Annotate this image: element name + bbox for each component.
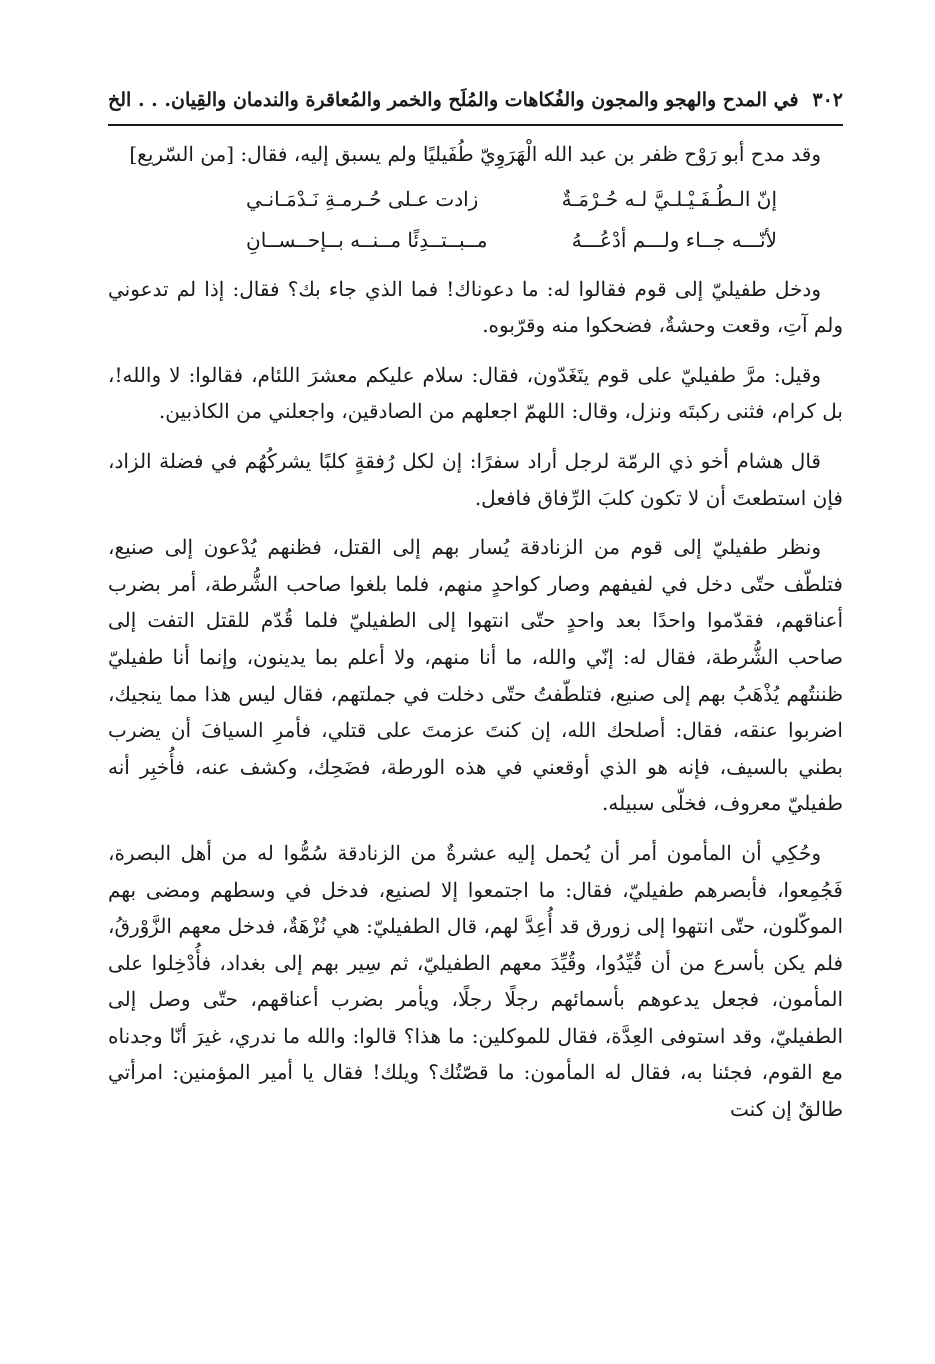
paragraph: وقيل: مرَّ طفيليّ على قوم يتَغَدّون، فقال: سلام عليكم معشرَ اللئام، فقالوا: لا والله!، بل كرام، فثنى ركبتَه ونزل، وقال: اللهمّ اجعلهم من الصادقين، واجعلني من الكاذبين. [108,362,843,424]
header-divider [108,124,843,126]
page-header [108,80,843,120]
paragraph: قال هشام أخو ذي الرمّة لرجل أراد سفرًا: إن لكل رُفقةٍ كلبًا يشركُهُم في فضلة الزاد، فإن استطعتَ أن لا تكون كلبَ الرِّفاق فافعل. [108,448,843,510]
running-title: في المدح والهجو والمجون والفُكاهات والمُلَح والخمر والمُعاقرة والندمان والقِيان. . . الخ [108,89,799,111]
page-body [108,136,843,1141]
poem [108,179,843,261]
paragraph: ودخل طفيليّ إلى قوم فقالوا له: ما دعوناك! فما الذي جاء بك؟ فقال: إذا لم تدعوني ولم آتِ، وقعت وحشةٌ، فضحكوا منه وقرّبوه. [108,276,843,338]
paragraph: ونظر طفيليّ إلى قوم من الزنادقة يُسار بهم إلى القتل، فظنهم يُدْعون إلى صنيع، فتلطّف حتّى دخل في لفيفهم وصار كواحدٍ منهم، فلما بلغوا صاحب الشُّرطة، أمر بضرب أعناقهم، فقدّموا واحدًا بعد واحدٍ حتّى انتهوا إلى الطفيليّ فلما قُدّم للقتل التفت إلى صاحب الشُّرطة، فقال له: إنّي والله، ما أنا منهم، ولا أعلم بما يدينون، وإنما أنا طفيليّ ظننتُهم يُذْهَبُ بهم إلى صنيع، فتلطّفتُ حتّى دخلت في جملتهم، فقال ليس هذا مما ينجيك، اضربوا عنقه، فقال: أصلحك الله، إن كنتَ عزمتَ على قتلي، فأمرِ السيافَ أن يضرب بطني بالسيف، فإنه هو الذي أوقعني في هذه الورطة، فضَحِك، وكشف عنه، فأُخبِر أنه طفيليّ معروف، فخلّى سبيله. [108,535,844,816]
verse-line [246,220,777,261]
hemistich-first: إنّ الـطُـفَـيْـلـيَّ لـه حُـرْمَـةٌ [561,186,777,211]
hemistich-second: زادت عـلى حُـرمـةِ نَـدْمَـانـي [246,186,479,211]
paragraph: وحُكِي أن المأمون أمر أن يُحمل إليه عشرةٌ من الزنادقة سُمُّوا له من أهل البصرة، فَجُمِعوا، فأبصرهم طفيليّ، فقال: ما اجتمعوا إلا لصنيع، فدخل في وسطهم ومضى بهم الموكّلون، حتّى انتهوا إلى زورق قد أُعِدَّ لهم، قال الطفيليّ: هي نُزْهَةٌ، فدخل معهم الزَّوْرقُ، فلم يكن بأسرع من أن قُيِّدُوا، وقُيِّدَ معهم الطفيليّ، ثم سِير بهم إلى بغداد، فأُدْخِلوا على المأمون، فجعل يدعوهم بأسمائهم رجلًا رجلًا، ويأمر بضرب أعناقهم، حتّى وصل إلى الطفيليّ، وقد استوفى العِدَّة، فقال للموكلين: ما هذا؟ قالوا: والله ما ندري، غيرَ أنّا وجدناه مع القوم، فجئنا به، فقال له المأمون: ما قصّتُك؟ ويلك! فقال يا أمير المؤمنين: امرأتي طالقٌ إن كنت [108,840,843,1122]
hemistich-second: مــبــتــدِئًا مــنــه بــإحــســانِ [246,227,488,252]
hemistich-first: لأنّـــه جــاء ولـــم أدْعُـــهُ [571,227,777,252]
intro-paragraph: وقد مدح أبو رَوْح ظفر بن عبد الله الْهَرَوِيّ طُفَيليًا ولم يسبق إليه، فقال: [من السّريع] [129,142,821,166]
verse-line [246,179,777,220]
page-number: ٣٠٢ [812,89,843,111]
